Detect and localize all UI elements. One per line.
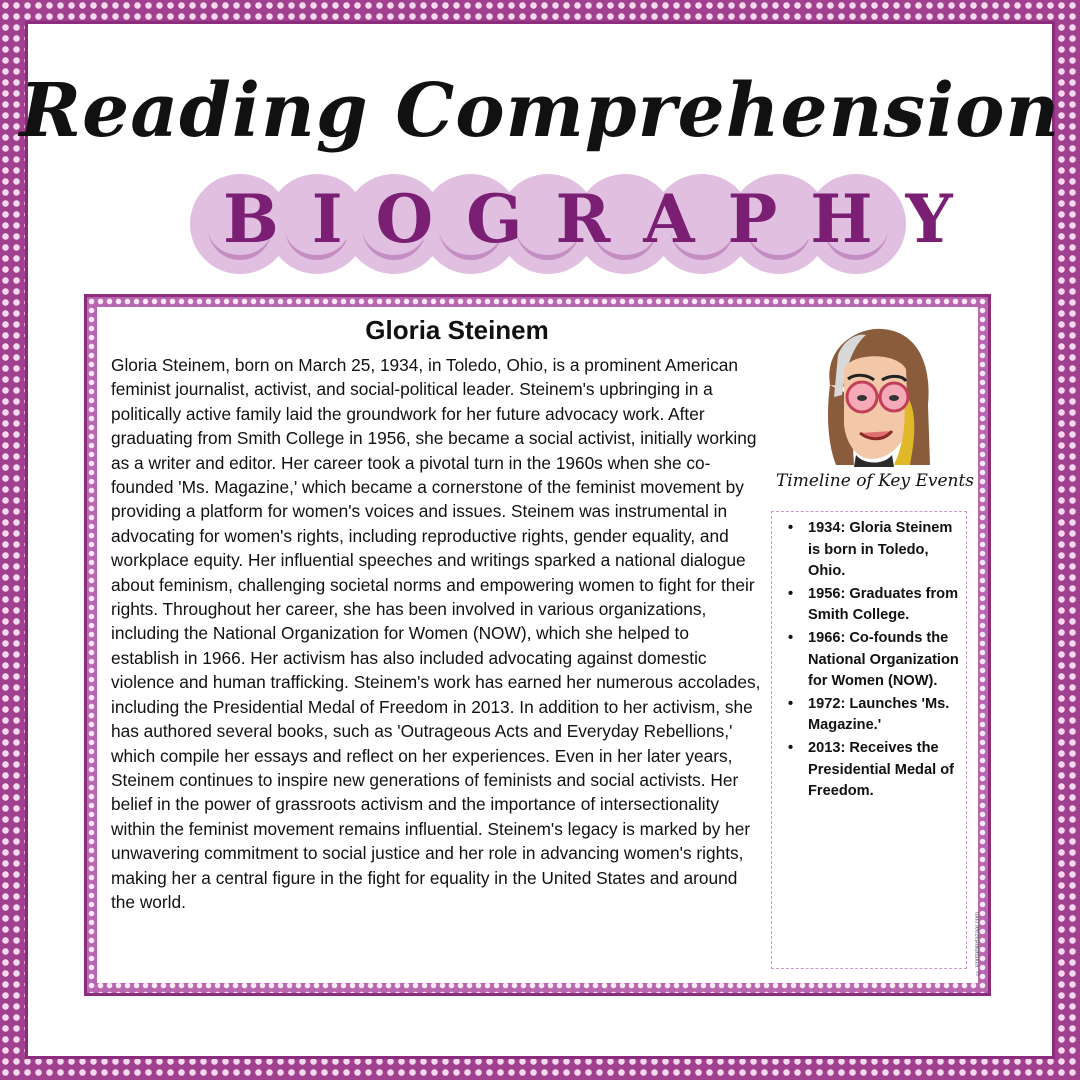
timeline-item	[786, 738, 960, 803]
bullet-icon: •	[788, 629, 794, 646]
timeline-item	[786, 694, 960, 737]
timeline-list	[772, 512, 966, 803]
banner-text: BIOGRAPHY	[223, 180, 986, 258]
bullet-icon: •	[788, 520, 794, 536]
bullet-icon: •	[788, 695, 794, 712]
timeline-item	[786, 518, 960, 583]
page-title: Reading Comprehension	[19, 68, 1061, 154]
person-name: Gloria Steinem	[365, 315, 549, 345]
timeline-item-text: 2013: Receives the Presidential Medal of Freedom.	[808, 739, 954, 800]
copyright-text: © PrintableBazaar.com	[975, 911, 981, 975]
timeline-heading: Timeline of Key Events	[775, 471, 975, 491]
biography-banner	[190, 168, 986, 280]
timeline-item-text: 1934: Gloria Steinem is born in Toledo, Ohio.	[808, 520, 953, 580]
timeline-box	[771, 511, 967, 969]
content-panel	[97, 307, 981, 983]
timeline-item	[786, 584, 960, 627]
content-frame	[84, 294, 991, 996]
timeline-item	[786, 628, 960, 693]
bullet-icon: •	[788, 739, 794, 756]
timeline-item-text: 1966: Co-founds the National Organization for Women (NOW).	[808, 629, 959, 690]
portrait-illustration	[810, 325, 940, 467]
timeline-item-text: 1972: Launches 'Ms. Magazine.'	[808, 695, 950, 734]
biography-text: Gloria Steinem, born on March 25, 1934, in Toledo, Ohio, is a prominent American feminist journalist, activist, and social-political leader. Steinem's upbringing in a politically active family laid the groundwork for her future advocacy work. After graduating from Smith College in 1956, she became a social activist, initially working as a writer and editor. Her career took a pivotal turn in the 1960s when she co-founded 'Ms. Magazine,' which became a cornerstone of the feminist movement by providing a platform for women's voices and issues. Steinem was instrumental in advocating for women's rights, including reproductive rights, gender equality, and workplace equity. Her influential speeches and writings sparked a national dialogue about feminism, challenging societal norms and empowering women to fight for their rights. Throughout her career, she has been involved in various organizations, including the National Organization for Women (NOW), which she helped to establish in 1966. Her activism has also included advocating against domestic violence and human trafficking. Steinem's work has earned her numerous accolades, including the Presidential Medal of Freedom in 2013. In addition to her activism, she has authored several books, such as 'Outrageous Acts and Everyday Rebellions,' which compile her essays and reflect on her experiences. Even in her later years, Steinem continues to inspire new generations of feminists and social activists. Her belief in the power of grassroots activism and the importance of intersectionality within the feminist movement remains influential. Steinem's legacy is marked by her unwavering commitment to social justice and her role in advancing women's rights, making her a central figure in the fight for equality in the United States and around the world.	[111, 355, 761, 912]
bullet-icon: •	[788, 585, 794, 602]
timeline-item-text: 1956: Graduates from Smith College.	[808, 585, 959, 624]
